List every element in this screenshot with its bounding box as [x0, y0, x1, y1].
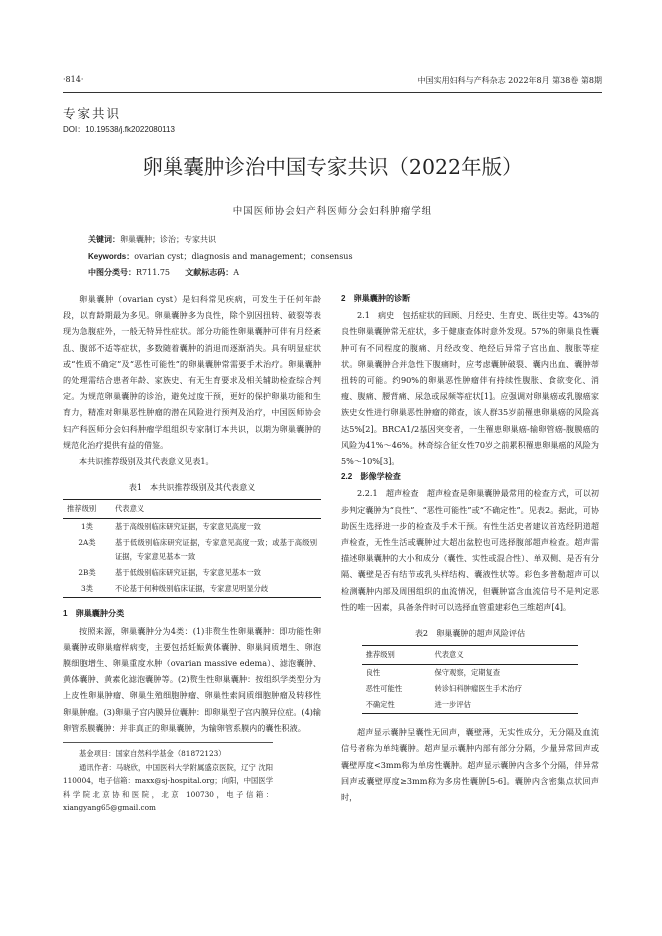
table-row: 不确定性 进一步评估: [362, 697, 579, 714]
section-label: 专家共识: [63, 106, 122, 121]
table2-header: 代表意义: [430, 646, 578, 665]
table1: [63, 499, 321, 598]
table-row: 2B类 基于低级别临床研究证据，专家意见基本一致: [78, 568, 261, 578]
keywords-en: Keywords：ovarian cyst；diagnosis and management；consensus: [88, 252, 353, 261]
section-heading: 2 卵巢囊肿的诊断: [341, 294, 411, 303]
classification: 中图分类号：R711.75 文献标志码：A: [88, 268, 240, 277]
journal-header: 中国实用妇科与产科杂志 2022年8月 第38卷 第8期: [417, 76, 602, 85]
ultrasound-paragraph-2: 超声显示囊肿呈囊性无回声，囊壁薄，无实性成分，无分隔及血流信号者称为单纯囊肿。超声显示囊肿内部有部分分隔，少量异常回声或囊壁厚度<3mm称为单房性囊肿。超声显示囊肿内含多个分隔，伴异常回声或囊壁厚度≥3mm称为多房性囊肿[5-6]。囊肿内含密集点状回声时，: [341, 727, 599, 803]
subsection-heading: 2.2 影像学检查: [341, 472, 401, 482]
classification-paragraph: 按照来源，卵巢囊肿分为4类：(1)非赘生性卵巢囊肿：即功能性卵巢囊肿或卵巢瘤样病变，主要包括妊娠黄体囊肿、卵巢间质增生、卵泡膜细胞增生、卵巢重度水肿（ovarian massive edema）、滤泡囊肿、黄体囊肿、黄素化滤泡囊肿等。(2)赘生性卵巢囊肿：按组织学类型分为上皮性卵巢肿瘤、卵巢生殖细胞肿瘤、卵巢性索间质细胞肿瘤及转移性卵巢肿瘤。(3)卵巢子宫内膜异位囊肿：即卵巢型子宫内膜异位症。(4)输卵管系膜囊肿：并非真正的卵巢囊肿，为输卵管系膜内的囊性积液。: [63, 625, 321, 733]
history-paragraph: 2.1 病史 包括症状的回顾、月经史、生育史、既往史等。43%的良性卵巢囊肿常无症状，多于健康查体时意外发现。57%的卵巢良性囊肿可有不同程度的腹痛、月经改变、绝经后异常子宫出血、腹胀等症状。卵巢囊肿合并急性下腹痛时，应考虑囊肿破裂、囊内出血、囊肿蒂扭转的可能。约90%的卵巢恶性肿瘤伴有持续性腹胀、食欲变化、消瘦、腹痛、腰背痛、尿急或尿频等症状[1]。应强调对卵巢癌或乳腺癌家族史女性进行卵巢恶性肿瘤的筛查，该人群35岁前罹患卵巢癌的风险高达5%[2]。BRCA1/2基因突变者，一生罹患卵巢癌-输卵管癌-腹膜癌的风险为41%～46%。林奇综合征女性70岁之前累积罹患卵巢癌的风险为5%～10%[3]。: [341, 310, 599, 467]
article-title: 卵巢囊肿诊治中国专家共识（2022年版）: [142, 155, 523, 179]
table2: [362, 645, 579, 714]
author-group: 中国医师协会妇产科医师分会妇科肿瘤学组: [232, 206, 433, 217]
table-row: 2A类 基于低级别临床研究证据，专家意见高度一致；或基于高级别证据，专家意见基本一致: [78, 538, 317, 562]
funding: 基金项目：国家自然科学基金（81872123）: [79, 749, 226, 759]
left-column: [63, 291, 321, 815]
ultrasound-paragraph: 2.2.1 超声检查 超声检查是卵巢囊肿最常用的检查方式，可以初步判定囊肿为“良性”、“恶性可能性”或“不确定性”。见表2。据此，可协助医生选择进一步的检查及手术干预。有性生活史者建议首选经阴道超声检查，无性生活或囊肿过大超出盆腔也可选择腹部超声检查。超声需描述卵巢囊肿的大小和成分（囊性、实性或混合性）、单双侧、是否有分隔、囊壁是否有结节或乳头样结构、囊液性状等。彩色多普勒超声可以检测囊肿内部及周围组织的血流情况，但囊肿富含血流信号不是判定恶性的唯一因素，具备条件时可以选择血管重建彩色三维超声[4]。: [341, 488, 599, 612]
table1-caption: 表1 本共识推荐级别及其代表意义: [128, 482, 256, 493]
page-number: ·814·: [63, 75, 84, 84]
keywords-cn: 关键词：卵巢囊肿；诊治；专家共识: [88, 235, 216, 244]
footnote: [63, 742, 273, 815]
table2-header: 推荐级别: [362, 646, 431, 665]
intro-paragraph-2: 本共识推荐级别及其代表意义见表1。: [79, 456, 214, 467]
doi[interactable]: DOI：10.19538/j.fk2022080113: [63, 125, 175, 134]
section-heading: 1 卵巢囊肿分类: [63, 609, 125, 619]
table-row: 3类 不论基于何种级别临床证据，专家意见明显分歧: [63, 581, 321, 598]
table-row: 1类 基于高级别临床研究证据，专家意见高度一致: [81, 522, 261, 532]
table1-header: 推荐级别: [63, 500, 111, 519]
table-row: 良性 保守观察，定期复查: [365, 668, 501, 678]
table-row: 恶性可能性 转诊妇科肿瘤医生手术治疗: [365, 684, 523, 694]
table1-header: 代表意义: [111, 500, 321, 519]
header-rule: [63, 92, 602, 93]
intro-paragraph: 卵巢囊肿（ovarian cyst）是妇科常见疾病，可发生于任何年龄段，以育龄期最为多见。卵巢囊肿多为良性，除个别因扭转、破裂等表现为急腹症外，一般无特异性症状。部分功能性卵巢囊肿可伴有月经紊乱、腹部不适等症状，多数随着囊肿的消退而逐渐消失。具有明显症状或“性质不确定”及“恶性可能性”的卵巢囊肿常需要手术治疗。卵巢囊肿的处理需结合患者年龄、家族史、有无生育要求及相关辅助检查综合判定。为规范卵巢囊肿的诊治，避免过度干预，更好的保护卵巢功能和生育力，精准对卵巢恶性肿瘤的潜在风险进行预判及治疗，中国医师协会妇产科医师分会妇科肿瘤学组组织专家制订本共识，以期为卵巢囊肿的规范化治疗提供有益的借鉴。: [63, 294, 321, 450]
table2-caption: 表2 卵巢囊肿的超声风险评估: [414, 628, 526, 639]
corresponding-author: 通讯作者：马晓欣，中国医科大学附属盛京医院，辽宁 沈阳 110004，电子信箱：maxx@sj-hospital.org；向阳，中国医学科学院北京协和医院，北京 100730，电子信箱：xiangyang65@gmail.com: [63, 762, 273, 813]
right-column: [341, 291, 599, 805]
